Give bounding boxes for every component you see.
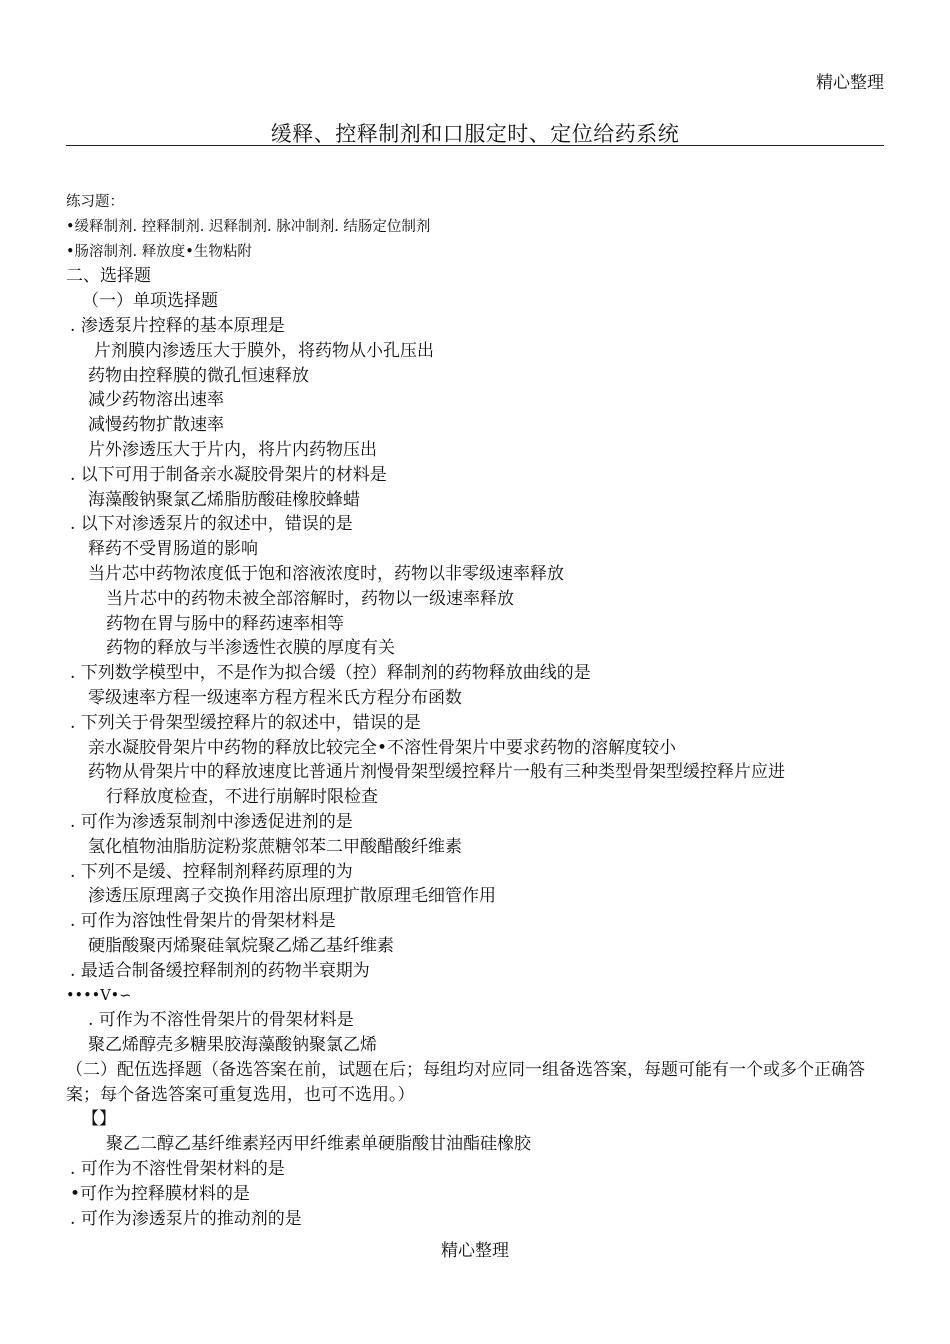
text-line: 渗透压原理离子交换作用溶出原理扩散原理毛细管作用 bbox=[88, 886, 496, 907]
text-line: 药物由控释膜的微孔恒速释放 bbox=[88, 365, 309, 386]
text-line: 减少药物溶出速率 bbox=[88, 390, 224, 411]
text-line: 海藻酸钠聚氯乙烯脂肪酸硅橡胶蜂蜡 bbox=[88, 489, 360, 510]
text-line: 药物在胃与肠中的释药速率相等 bbox=[106, 613, 344, 634]
text-line: •肠溶制剂. 释放度•生物粘附 bbox=[66, 243, 252, 260]
text-line: . 可作为溶蚀性骨架片的骨架材料是 bbox=[70, 911, 336, 932]
text-line: （一）单项选择题 bbox=[82, 291, 218, 312]
text-line: •缓释制剂. 控释制剂. 迟释制剂. 脉冲制剂. 结肠定位制剂 bbox=[66, 218, 431, 235]
text-line: . 最适合制备缓控释制剂的药物半衰期为 bbox=[70, 960, 370, 981]
text-line: . 渗透泵片控释的基本原理是 bbox=[70, 315, 285, 336]
text-line: . 以下对渗透泵片的叙述中，错误的是 bbox=[70, 514, 353, 535]
text-line: 零级速率方程一级速率方程方程米氏方程分布函数 bbox=[88, 687, 462, 708]
text-line: •可作为控释膜材料的是 bbox=[70, 1183, 251, 1204]
text-line: 氢化植物油脂肪淀粉浆蔗糖邻苯二甲酸醋酸纤维素 bbox=[88, 836, 462, 857]
text-line: . 以下可用于制备亲水凝胶骨架片的材料是 bbox=[70, 464, 387, 485]
text-line: . 下列不是缓、控释制剂释药原理的为 bbox=[70, 861, 353, 882]
question-list bbox=[66, 190, 886, 1058]
text-line: 减慢药物扩散速率 bbox=[88, 415, 224, 436]
document-body bbox=[66, 190, 886, 1231]
text-line: 药物的释放与半渗透性衣膜的厚度有关 bbox=[106, 638, 395, 659]
text-line: . 下列数学模型中，不是作为拟合缓（控）释制剂的药物释放曲线的是 bbox=[70, 663, 591, 684]
text-line: 释药不受胃肠道的影响 bbox=[88, 539, 258, 560]
text-line: . 可作为不溶性骨架材料的是 bbox=[70, 1159, 285, 1180]
text-line: 【】 bbox=[82, 1109, 116, 1130]
text-line: ••••V•∽ bbox=[66, 987, 132, 1004]
text-line: 硬脂酸聚丙烯聚硅氧烷聚乙烯乙基纤维素 bbox=[88, 935, 394, 956]
text-line: 片外渗透压大于片内，将片内药物压出 bbox=[88, 439, 377, 460]
text-line: . 可作为不溶性骨架片的骨架材料是 bbox=[88, 1010, 354, 1031]
text-line: 当片芯中药物浓度低于饱和溶液浓度时，药物以非零级速率释放 bbox=[88, 563, 564, 584]
text-line: 聚乙烯醇壳多糖果胶海藻酸钠聚氯乙烯 bbox=[88, 1035, 377, 1056]
matching-instructions: （二）配伍选择题（备选答案在前，试题在后；每组均对应同一组备选答案，每题可能有一个或多个正确答案；每个备选答案可重复选用，也可不选用。） bbox=[66, 1059, 865, 1105]
text-line: . 可作为渗透泵片的推动剂的是 bbox=[70, 1208, 302, 1229]
footer-note: 精心整理 bbox=[441, 1241, 509, 1261]
text-line: 练习题： bbox=[66, 194, 124, 210]
text-line: 片剂膜内渗透压大于膜外，将药物从小孔压出 bbox=[94, 340, 434, 361]
text-line: 行释放度检查，不进行崩解时限检查 bbox=[106, 787, 378, 808]
text-line: 二、选择题 bbox=[66, 266, 151, 287]
matching-section bbox=[66, 1107, 886, 1231]
document-title: 缓释、控释制剂和口服定时、定位给药系统 bbox=[270, 122, 680, 146]
text-line: 药物从骨架片中的释放速度比普通片剂慢骨架型缓控释片一般有三种类型骨架型缓控释片应进 bbox=[88, 762, 785, 783]
text-line: 亲水凝胶骨架片中药物的释放比较完全•不溶性骨架片中要求药物的溶解度较小 bbox=[88, 737, 677, 758]
text-line: 当片芯中的药物未被全部溶解时，药物以一级速率释放 bbox=[106, 588, 514, 609]
header-note: 精心整理 bbox=[816, 73, 884, 93]
text-line: . 可作为渗透泵制剂中渗透促进剂的是 bbox=[70, 811, 353, 832]
text-line: . 下列关于骨架型缓控释片的叙述中，错误的是 bbox=[70, 712, 421, 733]
title-divider bbox=[66, 145, 884, 146]
text-line: 聚乙二醇乙基纤维素羟丙甲纤维素单硬脂酸甘油酯硅橡胶 bbox=[106, 1134, 531, 1155]
